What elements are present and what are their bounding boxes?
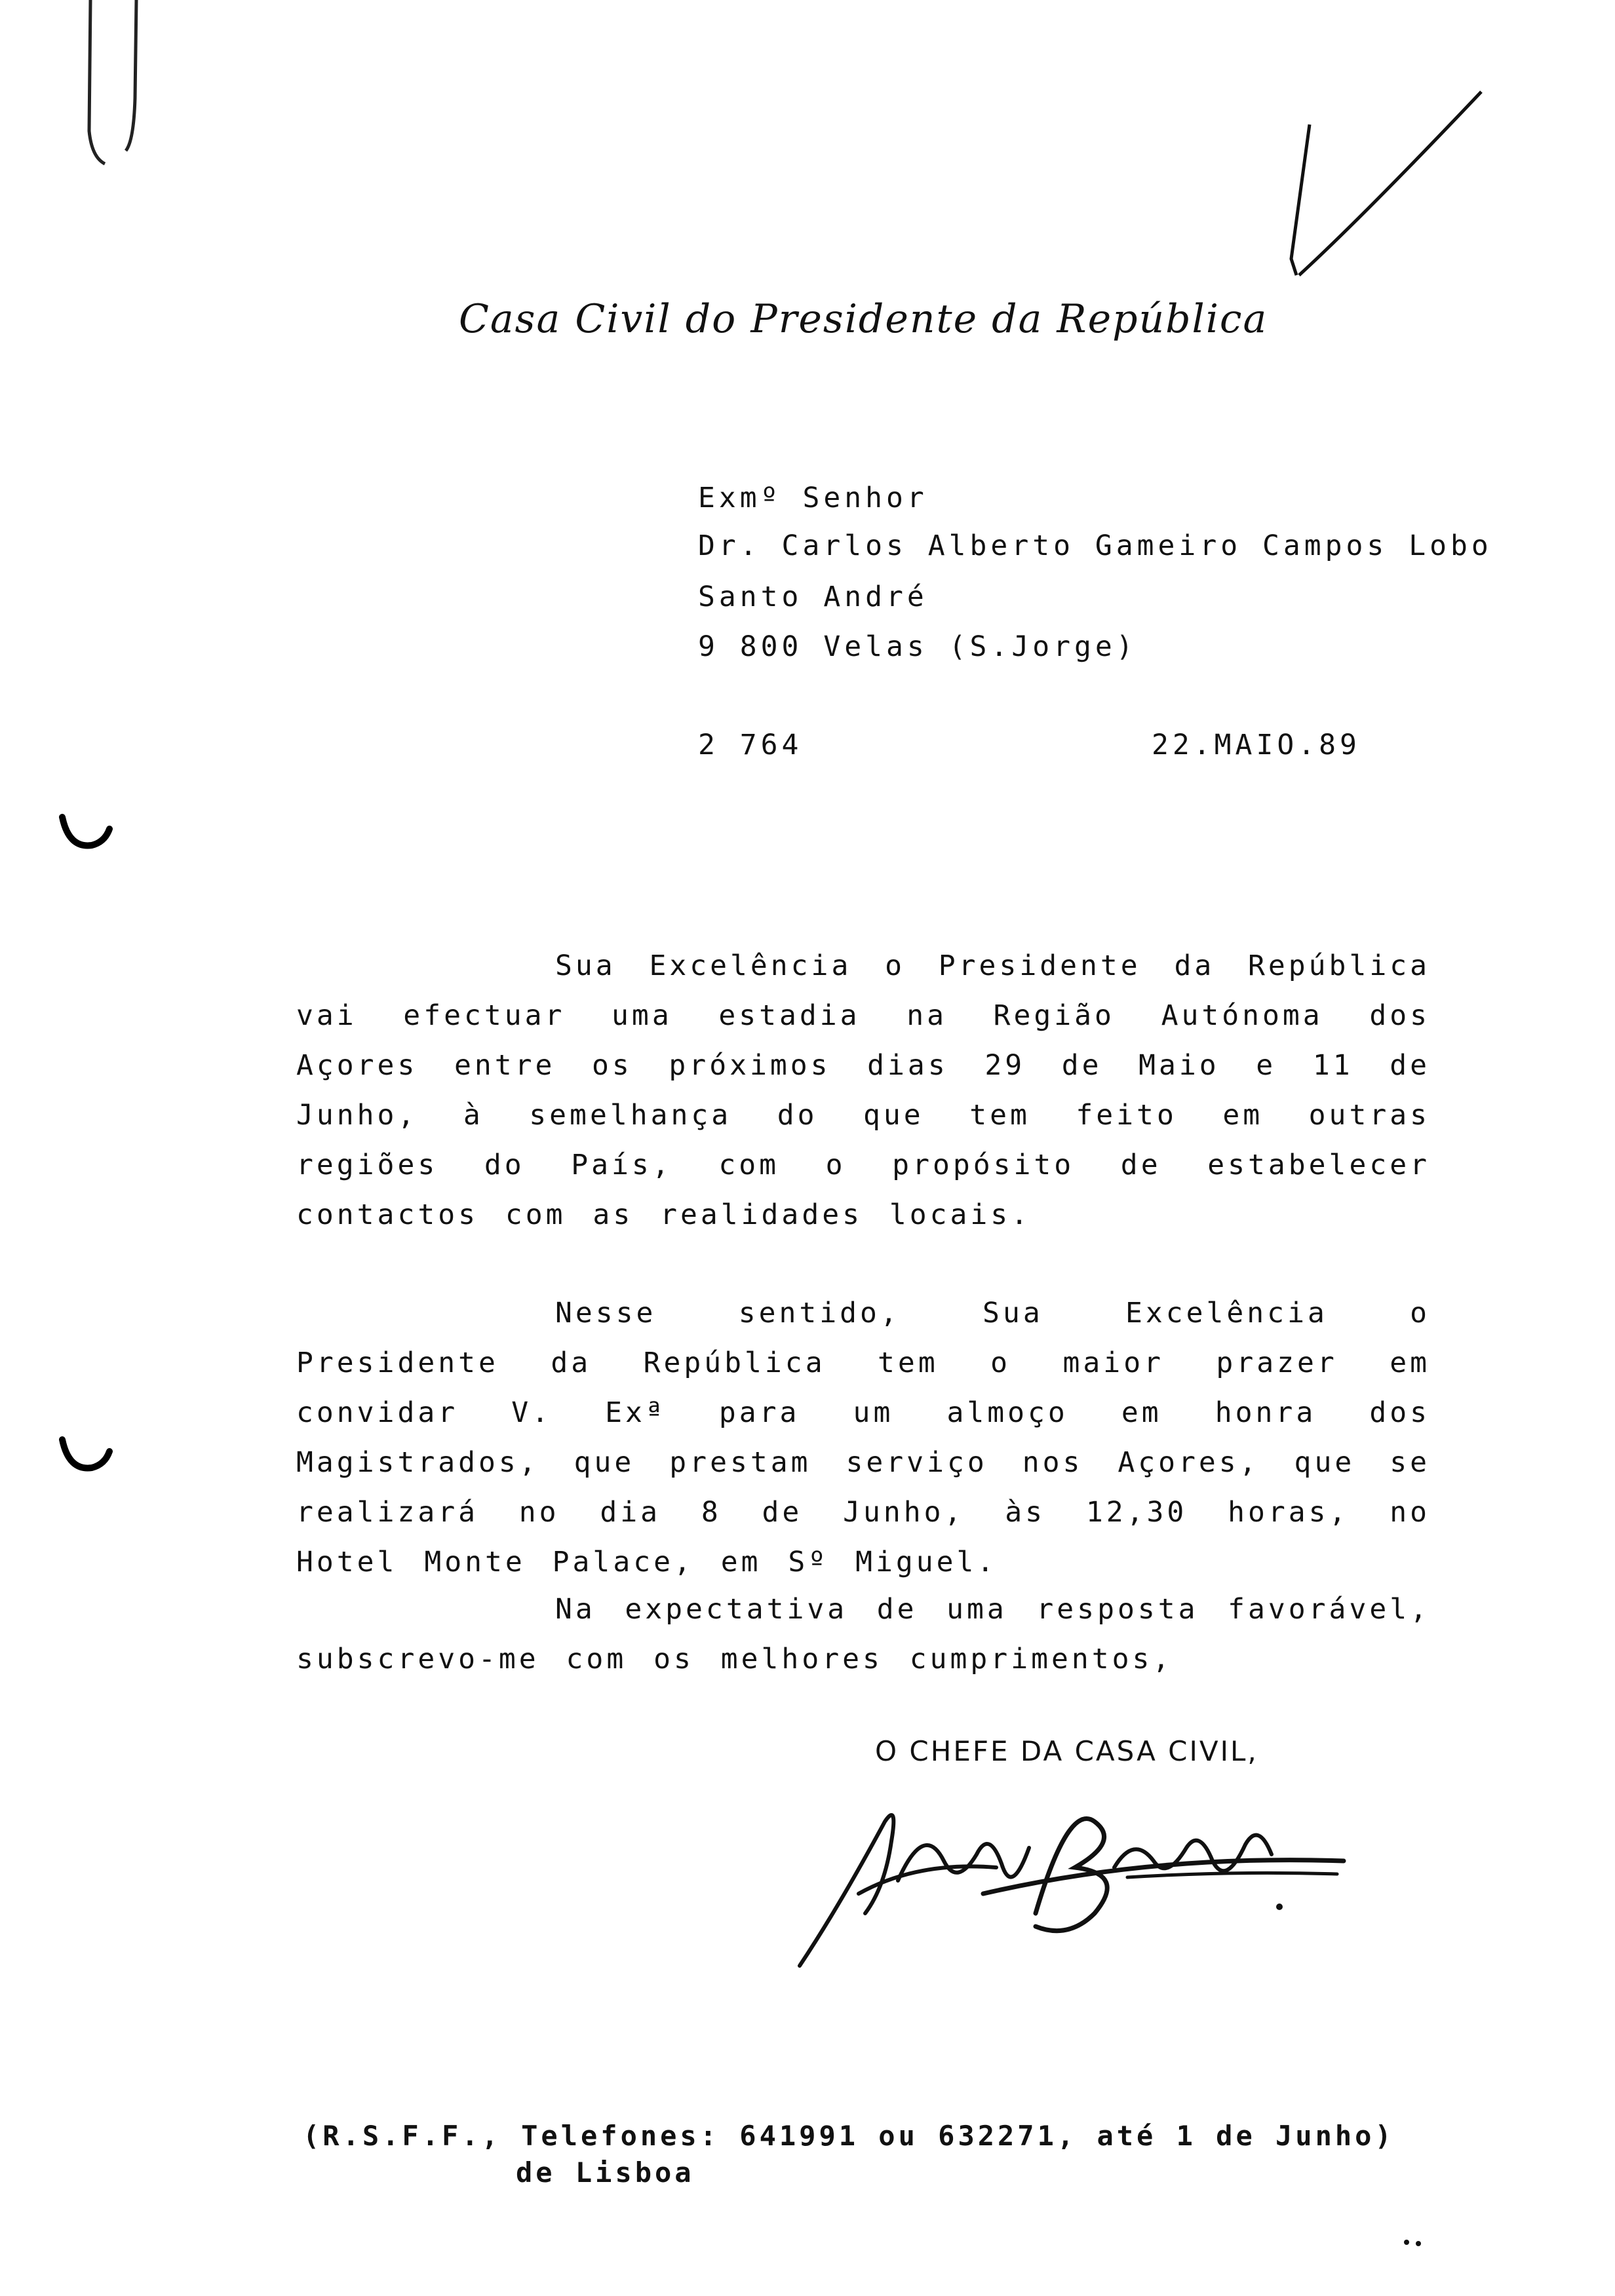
punch-hole-mark bbox=[56, 809, 115, 855]
binder-mark-top bbox=[79, 0, 151, 170]
punch-hole-mark bbox=[56, 1432, 115, 1478]
body-paragraph-2: Nesse sentido, Sua Excelência o Presidente da República tem o maior prazer em convidar V. Exª para um almoço em honra dos Magistrados, que prestam serviço nos Açores, que se realizará no dia 8 de Junho, às 12,30 horas, no Hotel Monte Palace, em Sº Miguel. bbox=[296, 1297, 1430, 1578]
check-mark-icon bbox=[1265, 85, 1488, 288]
letterhead: Casa Civil do Presidente da República bbox=[459, 296, 1268, 342]
body-paragraph-3: Na expectativa de uma resposta favorável, subscrevo-me com os melhores cumprimentos, bbox=[296, 1593, 1430, 1675]
signature bbox=[787, 1782, 1363, 1979]
body-paragraph-1: Sua Excelência o Presidente da República vai efectuar uma estadia na Região Autónoma dos Açores entre os próximos dias 29 de Maio e 11 de Junho, à semelhança do que tem feito em outras regiões do País, com o propósito de estabelecer contactos com as realidades locais. bbox=[296, 949, 1430, 1231]
reference-number: 2 764 bbox=[698, 729, 803, 761]
letter-date: 22.MAIO.89 bbox=[1152, 729, 1361, 761]
closing-title: O CHEFE DA CASA CIVIL, bbox=[875, 1735, 1258, 1767]
footer-line-2: de Lisboa bbox=[516, 2156, 695, 2189]
footer-phone-note bbox=[303, 2118, 1395, 2191]
recipient-postal: 9 800 Velas (S.Jorge) bbox=[698, 630, 1137, 663]
scan-speck bbox=[1401, 2236, 1428, 2249]
recipient-address: Santo André bbox=[698, 581, 928, 613]
recipient-salutation: Exmº Senhor bbox=[698, 482, 928, 514]
footer-line-1: (R.S.F.F., Telefones: 641991 ou 632271, até 1 de Junho) bbox=[303, 2120, 1395, 2152]
recipient-name: Dr. Carlos Alberto Gameiro Campos Lobo bbox=[698, 529, 1492, 562]
